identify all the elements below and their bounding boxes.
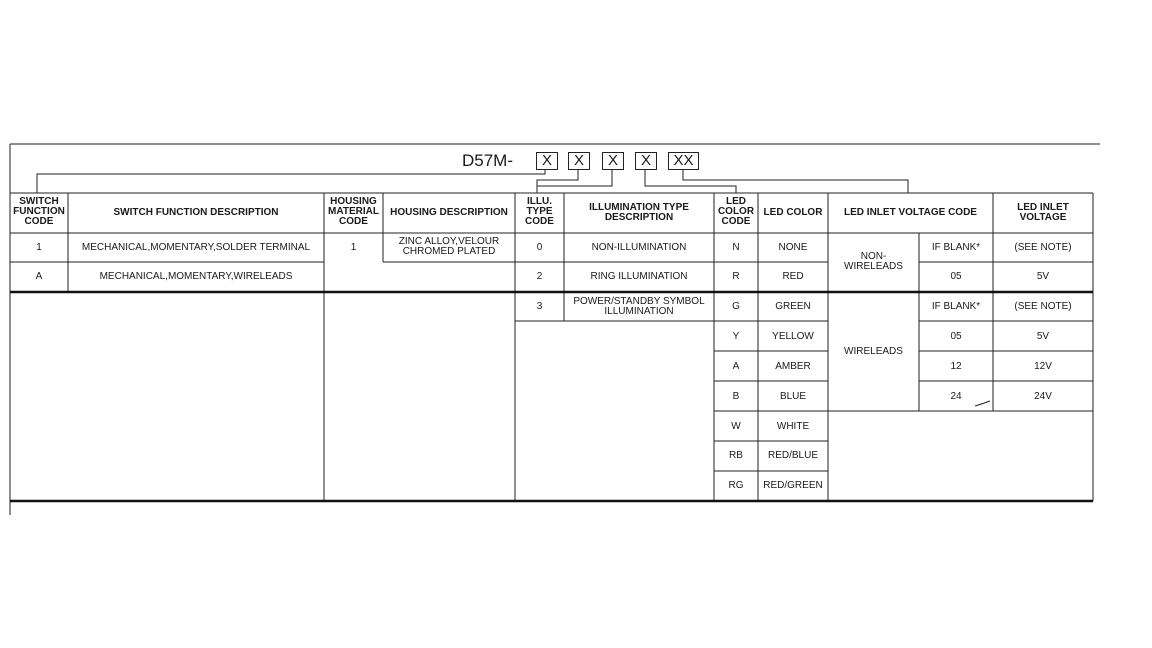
header-led-color-code: LED COLOR CODE [717, 196, 755, 227]
switch-function-code: 1 [36, 242, 42, 253]
part-number-prefix: D57M- [462, 151, 514, 170]
led-color-name: YELLOW [772, 331, 814, 342]
part-code-box-housing: X [568, 152, 590, 170]
led-color-name: RED/GREEN [763, 480, 823, 491]
illumination-type-description: RING ILLUMINATION [590, 271, 688, 282]
led-color-code: RB [729, 450, 743, 461]
header-illumination-type-description: ILLUMINATION TYPE DESCRIPTION [589, 202, 689, 223]
led-color-name: BLUE [779, 391, 807, 402]
voltage-code: 05 [950, 331, 962, 342]
voltage-group-label: WIRELEADS [844, 346, 903, 357]
led-color-code: B [732, 391, 740, 402]
switch-function-description: MECHANICAL,MOMENTARY,SOLDER TERMINAL [81, 242, 311, 253]
voltage-value: 5V [1036, 331, 1050, 342]
led-color-code: A [732, 361, 740, 372]
header-led-inlet-voltage-code: LED INLET VOLTAGE CODE [844, 207, 977, 218]
led-color-code: R [732, 271, 740, 282]
voltage-code: 12 [950, 361, 962, 372]
header-led-color: LED COLOR [763, 207, 823, 218]
led-color-name: AMBER [775, 361, 811, 372]
voltage-value: 5V [1036, 271, 1050, 282]
header-switch-function-description: SWITCH FUNCTION DESCRIPTION [113, 207, 279, 218]
switch-function-description: MECHANICAL,MOMENTARY,WIRELEADS [99, 271, 293, 282]
part-code-box-illumination: X [602, 152, 624, 170]
header-illu-type-code: ILLU. TYPE CODE [525, 196, 554, 227]
voltage-code: 24 [950, 391, 962, 402]
led-color-name: NONE [778, 242, 808, 253]
header-housing-material-code: HOUSING MATERIAL CODE [328, 196, 379, 227]
voltage-code: IF BLANK* [931, 242, 981, 253]
voltage-code: 05 [950, 271, 962, 282]
led-color-name: GREEN [775, 301, 811, 312]
led-color-code: RG [728, 480, 744, 491]
voltage-value: (SEE NOTE) [1014, 242, 1072, 253]
housing-description: ZINC ALLOY,VELOUR CHROMED PLATED [398, 236, 500, 257]
led-color-code: Y [732, 331, 740, 342]
illumination-type-description: NON-ILLUMINATION [591, 242, 687, 253]
header-led-inlet-voltage: LED INLET VOLTAGE [1017, 202, 1069, 223]
housing-material-code: 1 [350, 242, 357, 253]
voltage-group-label: NON- WIRELEADS [844, 251, 903, 272]
voltage-value: 12V [1034, 361, 1052, 372]
voltage-code: IF BLANK* [931, 301, 981, 312]
led-color-code: G [732, 301, 740, 312]
part-code-box-switch: X [536, 152, 558, 170]
led-color-name: RED/BLUE [767, 450, 818, 461]
header-housing-description: HOUSING DESCRIPTION [390, 207, 508, 218]
illumination-type-description: POWER/STANDBY SYMBOL ILLUMINATION [573, 296, 705, 317]
led-color-name: WHITE [776, 421, 810, 432]
part-code-box-voltage: XX [668, 152, 699, 170]
illumination-type-code: 2 [536, 271, 543, 282]
led-color-code: N [732, 242, 740, 253]
voltage-value: (SEE NOTE) [1014, 301, 1072, 312]
voltage-value: 24V [1034, 391, 1052, 402]
led-color-code: W [731, 421, 741, 432]
header-switch-function-code: SWITCH FUNCTION CODE [13, 196, 65, 227]
illumination-type-code: 3 [536, 301, 543, 312]
part-code-box-led-color: X [635, 152, 657, 170]
illumination-type-code: 0 [536, 242, 543, 253]
led-color-name: RED [782, 271, 804, 282]
switch-function-code: A [35, 271, 43, 282]
